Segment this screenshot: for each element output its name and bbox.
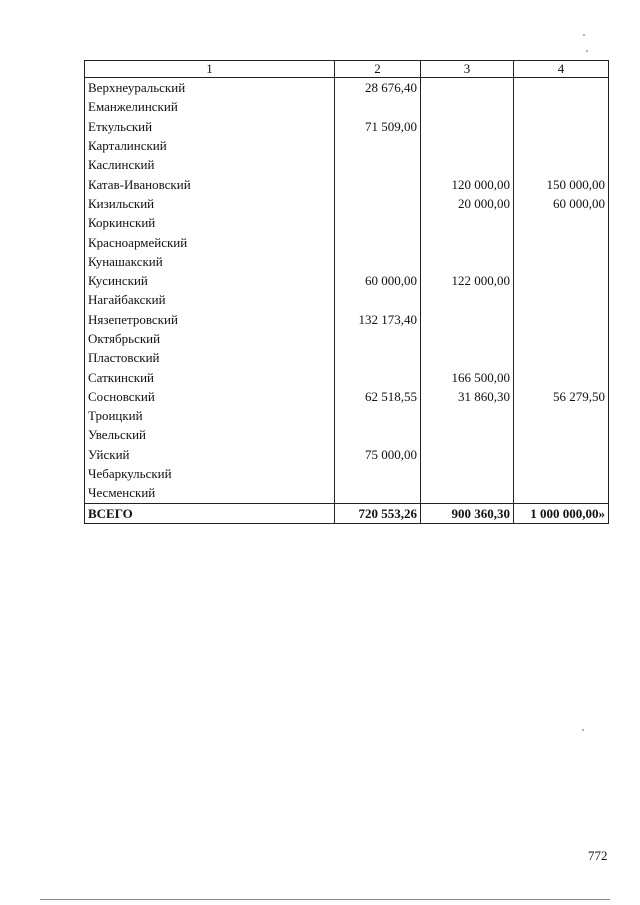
- table-row: [85, 252, 609, 271]
- value-col2: [335, 483, 421, 503]
- value-col3: 20 000,00: [421, 194, 514, 213]
- value-col3: [421, 97, 514, 116]
- value-col4: [514, 348, 609, 367]
- value-col2: [335, 213, 421, 232]
- district-name: Еманжелинский: [85, 97, 335, 116]
- district-name: Троицкий: [85, 406, 335, 425]
- value-col3: [421, 252, 514, 271]
- district-name: Октябрьский: [85, 329, 335, 348]
- value-col3: 31 860,30: [421, 387, 514, 406]
- district-name: Нязепетровский: [85, 310, 335, 329]
- district-name: Еткульский: [85, 117, 335, 136]
- column-header: 3: [421, 61, 514, 78]
- table-row: [85, 310, 609, 329]
- value-col4: [514, 464, 609, 483]
- district-name: Верхнеуральский: [85, 78, 335, 98]
- value-col4: [514, 252, 609, 271]
- district-name: Уйский: [85, 445, 335, 464]
- value-col3: [421, 310, 514, 329]
- value-col4: [514, 310, 609, 329]
- table-row: [85, 483, 609, 503]
- value-col2: [335, 252, 421, 271]
- value-col2: [335, 136, 421, 155]
- value-col2: [335, 348, 421, 367]
- value-col3: [421, 464, 514, 483]
- district-name: Сосновский: [85, 387, 335, 406]
- table-row: [85, 387, 609, 406]
- total-value-col2: 720 553,26: [335, 503, 421, 523]
- value-col2: [335, 406, 421, 425]
- table-row: [85, 348, 609, 367]
- value-col4: [514, 329, 609, 348]
- value-col3: [421, 290, 514, 309]
- value-col3: [421, 329, 514, 348]
- value-col3: 166 500,00: [421, 367, 514, 386]
- table-row: [85, 329, 609, 348]
- district-name: Чесменский: [85, 483, 335, 503]
- column-header: 4: [514, 61, 609, 78]
- value-col3: [421, 213, 514, 232]
- allocation-table: [84, 60, 609, 524]
- footer-rule: [40, 899, 610, 900]
- value-col4: [514, 425, 609, 444]
- column-header: 2: [335, 61, 421, 78]
- district-name: Красноармейский: [85, 232, 335, 251]
- district-name: Саткинский: [85, 367, 335, 386]
- table-row: [85, 445, 609, 464]
- scan-speck: [586, 50, 588, 52]
- district-name: Чебаркульский: [85, 464, 335, 483]
- scan-speck: [583, 34, 585, 36]
- value-col4: [514, 271, 609, 290]
- value-col4: [514, 445, 609, 464]
- table-row: [85, 367, 609, 386]
- value-col2: [335, 290, 421, 309]
- value-col2: [335, 425, 421, 444]
- column-header: 1: [85, 61, 335, 78]
- value-col3: [421, 425, 514, 444]
- table-row: [85, 136, 609, 155]
- value-col3: 122 000,00: [421, 271, 514, 290]
- district-name: Карталинский: [85, 136, 335, 155]
- value-col3: [421, 483, 514, 503]
- value-col2: 28 676,40: [335, 78, 421, 98]
- value-col2: [335, 329, 421, 348]
- value-col4: [514, 155, 609, 174]
- value-col4: 56 279,50: [514, 387, 609, 406]
- table-row: [85, 117, 609, 136]
- value-col3: [421, 117, 514, 136]
- table-row: [85, 78, 609, 98]
- value-col4: [514, 367, 609, 386]
- value-col2: [335, 155, 421, 174]
- value-col4: [514, 213, 609, 232]
- value-col2: 60 000,00: [335, 271, 421, 290]
- value-col2: 132 173,40: [335, 310, 421, 329]
- district-name: Кусинский: [85, 271, 335, 290]
- table-body: [85, 78, 609, 504]
- value-col3: 120 000,00: [421, 174, 514, 193]
- value-col3: [421, 232, 514, 251]
- table-row: [85, 97, 609, 116]
- district-name: Кизильский: [85, 194, 335, 213]
- value-col4: [514, 117, 609, 136]
- table-row: [85, 290, 609, 309]
- value-col3: [421, 445, 514, 464]
- value-col2: [335, 232, 421, 251]
- value-col4: [514, 78, 609, 98]
- district-name: Катав-Ивановский: [85, 174, 335, 193]
- total-value-col4: 1 000 000,00»: [514, 503, 609, 523]
- district-name: Кунашакский: [85, 252, 335, 271]
- value-col2: 62 518,55: [335, 387, 421, 406]
- value-col2: [335, 97, 421, 116]
- table-row: [85, 425, 609, 444]
- table-row: [85, 155, 609, 174]
- value-col2: 71 509,00: [335, 117, 421, 136]
- value-col4: [514, 406, 609, 425]
- value-col4: [514, 97, 609, 116]
- value-col4: 60 000,00: [514, 194, 609, 213]
- value-col4: [514, 483, 609, 503]
- value-col2: [335, 194, 421, 213]
- value-col2: [335, 367, 421, 386]
- table-row: [85, 174, 609, 193]
- total-value-col3: 900 360,30: [421, 503, 514, 523]
- value-col3: [421, 136, 514, 155]
- district-name: Нагайбакский: [85, 290, 335, 309]
- table-row: [85, 213, 609, 232]
- value-col2: 75 000,00: [335, 445, 421, 464]
- value-col3: [421, 348, 514, 367]
- table-row: [85, 232, 609, 251]
- value-col3: [421, 155, 514, 174]
- district-name: Коркинский: [85, 213, 335, 232]
- table-row: [85, 271, 609, 290]
- value-col4: [514, 136, 609, 155]
- page-number: 772: [588, 848, 608, 863]
- value-col3: [421, 78, 514, 98]
- table-row: [85, 194, 609, 213]
- district-name: Каслинский: [85, 155, 335, 174]
- total-row: [85, 503, 609, 523]
- table-header-row: [85, 61, 609, 78]
- value-col4: [514, 232, 609, 251]
- district-name: Увельский: [85, 425, 335, 444]
- value-col3: [421, 406, 514, 425]
- table-row: [85, 406, 609, 425]
- value-col4: [514, 290, 609, 309]
- table-row: [85, 464, 609, 483]
- value-col4: 150 000,00: [514, 174, 609, 193]
- value-col2: [335, 464, 421, 483]
- value-col2: [335, 174, 421, 193]
- scan-speck: [582, 729, 584, 731]
- district-name: Пластовский: [85, 348, 335, 367]
- total-label: ВСЕГО: [85, 503, 335, 523]
